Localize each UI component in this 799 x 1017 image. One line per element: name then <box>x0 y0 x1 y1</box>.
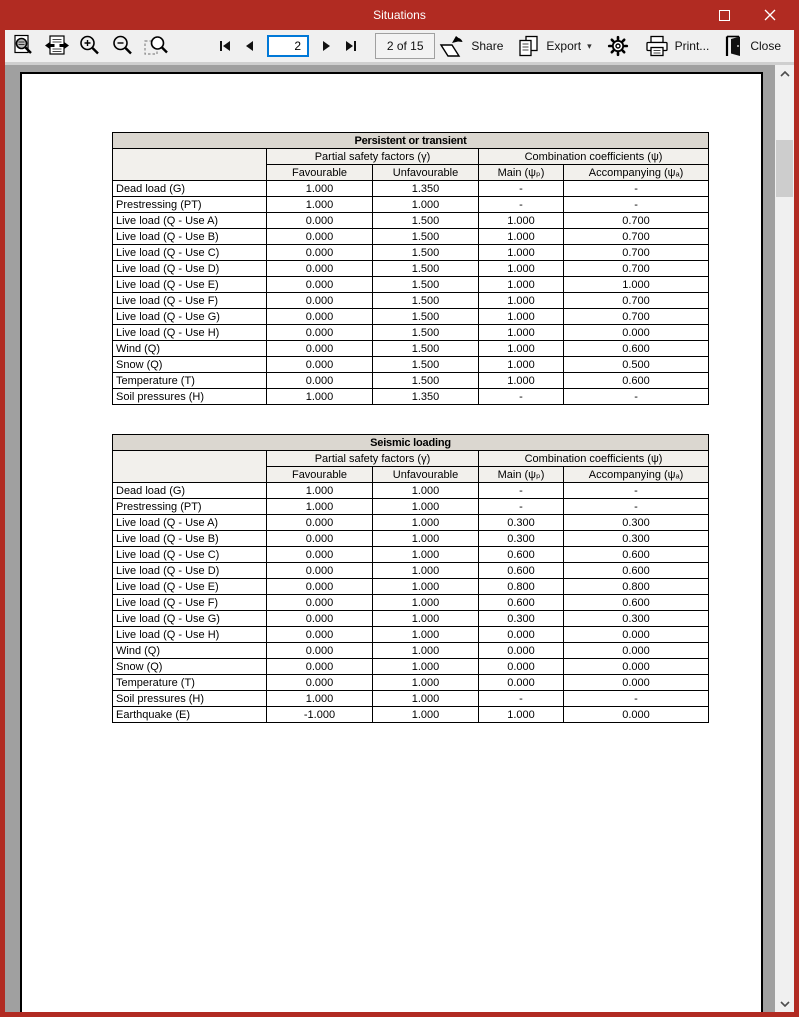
cell-value: 1.500 <box>373 373 479 389</box>
table-row <box>113 643 709 659</box>
row-label: Soil pressures (H) <box>113 389 267 405</box>
page-magnifier-icon <box>12 34 36 58</box>
door-icon <box>723 34 745 58</box>
cell-value: 0.000 <box>267 213 373 229</box>
zoom-in-button[interactable] <box>77 33 103 59</box>
column-header: Accompanying (ψₐ) <box>564 467 709 483</box>
table-row <box>113 309 709 325</box>
row-label: Wind (Q) <box>113 341 267 357</box>
cell-value: 0.300 <box>479 531 564 547</box>
group-header: Combination coefficients (ψ) <box>479 451 709 467</box>
cell-value: 1.000 <box>479 341 564 357</box>
cell-value: - <box>479 483 564 499</box>
cell-value: - <box>564 483 709 499</box>
table-row <box>113 277 709 293</box>
cell-value: 1.500 <box>373 261 479 277</box>
table-row <box>113 675 709 691</box>
cell-value: 1.500 <box>373 325 479 341</box>
cell-value: - <box>564 181 709 197</box>
cell-value: 1.000 <box>373 675 479 691</box>
cell-value: 0.000 <box>479 627 564 643</box>
cell-value: 0.000 <box>267 611 373 627</box>
table-row <box>113 229 709 245</box>
window-title: Situations <box>373 8 426 22</box>
row-label: Wind (Q) <box>113 643 267 659</box>
cell-value: 0.000 <box>267 245 373 261</box>
next-page-button[interactable] <box>318 38 334 54</box>
table-row <box>113 515 709 531</box>
cell-value: 1.000 <box>479 229 564 245</box>
cell-value: 1.000 <box>479 325 564 341</box>
last-page-icon <box>344 40 358 52</box>
title-bar <box>0 0 799 30</box>
table-title: Persistent or transient <box>113 133 709 149</box>
cell-value: 1.000 <box>267 389 373 405</box>
cell-value: 0.000 <box>564 627 709 643</box>
row-label: Live load (Q - Use D) <box>113 563 267 579</box>
cell-value: 1.000 <box>479 373 564 389</box>
cell-value: 0.000 <box>267 373 373 389</box>
first-page-button[interactable] <box>217 38 233 54</box>
cell-value: 1.500 <box>373 245 479 261</box>
zoom-out-icon <box>111 34 135 58</box>
cell-value: - <box>479 181 564 197</box>
cell-value: 0.000 <box>564 675 709 691</box>
table-row <box>113 389 709 405</box>
cell-value: 0.000 <box>267 277 373 293</box>
column-header: Unfavourable <box>373 467 479 483</box>
cell-value: 0.000 <box>267 229 373 245</box>
column-header: Main (ψₚ) <box>479 467 564 483</box>
print-label: Print... <box>674 39 710 53</box>
zoom-in-icon <box>78 34 102 58</box>
row-label: Live load (Q - Use B) <box>113 229 267 245</box>
cell-value: 0.000 <box>267 515 373 531</box>
cell-value: 1.000 <box>479 309 564 325</box>
row-label: Temperature (T) <box>113 373 267 389</box>
first-page-icon <box>218 40 232 52</box>
cell-value: - <box>479 197 564 213</box>
share-button[interactable] <box>435 32 506 60</box>
cell-value: 1.500 <box>373 213 479 229</box>
window-controls <box>701 0 793 30</box>
vertical-scrollbar[interactable] <box>775 65 794 1012</box>
chevron-down-icon <box>780 1001 790 1007</box>
cell-value: 0.300 <box>564 515 709 531</box>
row-label: Live load (Q - Use A) <box>113 213 267 229</box>
cell-value: 1.000 <box>373 659 479 675</box>
previous-page-button[interactable] <box>242 38 258 54</box>
table-row <box>113 627 709 643</box>
row-label: Live load (Q - Use H) <box>113 325 267 341</box>
table-row <box>113 483 709 499</box>
cell-value: 0.600 <box>564 373 709 389</box>
cell-value: 1.000 <box>373 707 479 723</box>
cell-value: 0.700 <box>564 261 709 277</box>
cell-value: 0.800 <box>564 579 709 595</box>
cell-value: 0.600 <box>564 563 709 579</box>
table-row <box>113 595 709 611</box>
table-row <box>113 547 709 563</box>
export-label: Export <box>546 39 582 53</box>
close-icon <box>764 9 776 21</box>
document-page <box>20 72 763 1012</box>
scroll-down-button[interactable] <box>775 995 794 1012</box>
row-label: Live load (Q - Use H) <box>113 627 267 643</box>
cell-value: 1.000 <box>479 245 564 261</box>
column-header: Accompanying (ψₐ) <box>564 165 709 181</box>
table-title-row <box>113 133 709 149</box>
cell-value: 0.600 <box>479 563 564 579</box>
cell-value: 1.000 <box>267 691 373 707</box>
cell-value: 1.500 <box>373 309 479 325</box>
cell-value: 0.300 <box>479 611 564 627</box>
cell-value: 1.500 <box>373 341 479 357</box>
row-label: Live load (Q - Use C) <box>113 547 267 563</box>
cell-value: - <box>564 389 709 405</box>
column-header: Favourable <box>267 467 373 483</box>
chevron-up-icon <box>780 71 790 77</box>
table-row <box>113 325 709 341</box>
cell-value: 0.600 <box>479 547 564 563</box>
table-row <box>113 213 709 229</box>
table-row <box>113 357 709 373</box>
table-row <box>113 197 709 213</box>
cell-value: 1.000 <box>373 611 479 627</box>
cell-value: 0.000 <box>267 357 373 373</box>
corner-cell <box>113 149 267 181</box>
cell-value: 0.000 <box>479 643 564 659</box>
group-header: Combination coefficients (ψ) <box>479 149 709 165</box>
column-header: Unfavourable <box>373 165 479 181</box>
cell-value: 0.600 <box>564 595 709 611</box>
seismic-loading-table <box>112 434 709 723</box>
cell-value: 1.350 <box>373 389 479 405</box>
zoom-region-button[interactable] <box>143 33 169 59</box>
table-row <box>113 341 709 357</box>
cell-value: 1.350 <box>373 181 479 197</box>
table-row <box>113 707 709 723</box>
scrollbar-thumb[interactable] <box>776 140 793 197</box>
table-row <box>113 659 709 675</box>
row-label: Earthquake (E) <box>113 707 267 723</box>
cell-value: 0.000 <box>267 309 373 325</box>
scroll-up-button[interactable] <box>775 65 794 82</box>
cell-value: 0.700 <box>564 229 709 245</box>
page-indicator-label: 2 of 15 <box>386 39 424 53</box>
cell-value: 1.000 <box>373 595 479 611</box>
page-indicator <box>375 33 435 59</box>
row-label: Live load (Q - Use B) <box>113 531 267 547</box>
row-label: Snow (Q) <box>113 357 267 373</box>
cell-value: 1.000 <box>564 277 709 293</box>
table-row <box>113 293 709 309</box>
zoom-whole-page-button[interactable] <box>11 33 37 59</box>
cell-value: 0.700 <box>564 213 709 229</box>
cell-value: 0.000 <box>267 659 373 675</box>
cell-value: 0.000 <box>267 627 373 643</box>
table-row <box>113 373 709 389</box>
row-label: Live load (Q - Use C) <box>113 245 267 261</box>
close-window-button[interactable] <box>747 0 793 30</box>
print-preview-area <box>5 65 794 1012</box>
gear-icon <box>606 34 630 58</box>
row-label: Dead load (G) <box>113 483 267 499</box>
cell-value: 1.000 <box>373 531 479 547</box>
cell-value: - <box>564 499 709 515</box>
settings-button[interactable] <box>603 32 633 60</box>
persistent-or-transient-table <box>112 132 709 405</box>
export-icon <box>517 34 541 58</box>
corner-cell <box>113 451 267 483</box>
row-label: Live load (Q - Use A) <box>113 515 267 531</box>
cell-value: 1.000 <box>479 707 564 723</box>
cell-value: 1.000 <box>373 499 479 515</box>
cell-value: 1.000 <box>479 293 564 309</box>
cell-value: 1.000 <box>479 277 564 293</box>
cell-value: 0.000 <box>267 293 373 309</box>
cell-value: 0.700 <box>564 245 709 261</box>
cell-value: - <box>564 197 709 213</box>
cell-value: 1.500 <box>373 293 479 309</box>
zoom-tools <box>11 33 169 59</box>
row-label: Dead load (G) <box>113 181 267 197</box>
cell-value: 1.000 <box>373 691 479 707</box>
cell-value: 0.000 <box>564 707 709 723</box>
cell-value: 0.000 <box>564 325 709 341</box>
cell-value: 1.000 <box>373 197 479 213</box>
row-label: Live load (Q - Use F) <box>113 595 267 611</box>
cell-value: - <box>479 499 564 515</box>
cell-value: 0.000 <box>267 341 373 357</box>
cell-value: 1.000 <box>373 483 479 499</box>
cell-value: 1.000 <box>479 213 564 229</box>
table-row <box>113 181 709 197</box>
table-row <box>113 611 709 627</box>
cell-value: 1.000 <box>373 643 479 659</box>
cell-value: 1.000 <box>373 563 479 579</box>
cell-value: 0.000 <box>267 531 373 547</box>
cell-value: 1.000 <box>373 547 479 563</box>
export-dropdown-icon: ▾ <box>587 40 592 51</box>
group-header: Partial safety factors (γ) <box>267 451 479 467</box>
cell-value: 0.000 <box>267 325 373 341</box>
share-icon <box>438 34 466 58</box>
cell-value: 0.000 <box>564 643 709 659</box>
fit-page-width-button[interactable] <box>44 33 70 59</box>
cell-value: 1.000 <box>373 579 479 595</box>
printer-icon <box>644 34 670 58</box>
row-label: Prestressing (PT) <box>113 499 267 515</box>
cell-value: 0.700 <box>564 293 709 309</box>
row-label: Live load (Q - Use G) <box>113 309 267 325</box>
row-label: Live load (Q - Use E) <box>113 579 267 595</box>
maximize-button[interactable] <box>701 0 747 30</box>
cell-value: - <box>479 691 564 707</box>
page-navigation <box>217 35 359 57</box>
table-row <box>113 691 709 707</box>
zoom-out-button[interactable] <box>110 33 136 59</box>
cell-value: 0.600 <box>564 547 709 563</box>
row-label: Live load (Q - Use G) <box>113 611 267 627</box>
cell-value: 0.000 <box>267 675 373 691</box>
cell-value: - <box>479 389 564 405</box>
cell-value: 1.000 <box>373 515 479 531</box>
page-number-input[interactable] <box>267 35 309 57</box>
row-label: Temperature (T) <box>113 675 267 691</box>
cell-value: 0.000 <box>267 643 373 659</box>
group-header: Partial safety factors (γ) <box>267 149 479 165</box>
cell-value: 1.000 <box>479 357 564 373</box>
table-row <box>113 261 709 277</box>
last-page-button[interactable] <box>343 38 359 54</box>
export-button[interactable] <box>514 32 594 60</box>
toolbar <box>5 30 794 62</box>
cell-value: 0.000 <box>267 547 373 563</box>
row-label: Soil pressures (H) <box>113 691 267 707</box>
cell-value: 0.000 <box>479 675 564 691</box>
cell-value: 1.000 <box>267 483 373 499</box>
cell-value: 0.700 <box>564 309 709 325</box>
cell-value: 0.300 <box>479 515 564 531</box>
print-button[interactable] <box>641 32 713 60</box>
row-label: Prestressing (PT) <box>113 197 267 213</box>
row-label: Live load (Q - Use F) <box>113 293 267 309</box>
table-title: Seismic loading <box>113 435 709 451</box>
row-label: Live load (Q - Use E) <box>113 277 267 293</box>
cell-value: 1.500 <box>373 229 479 245</box>
cell-value: 0.300 <box>564 611 709 627</box>
previous-page-icon <box>244 40 256 52</box>
table-row <box>113 245 709 261</box>
toolbar-actions <box>435 32 794 60</box>
cell-value: 1.000 <box>267 197 373 213</box>
cell-value: 0.000 <box>564 659 709 675</box>
close-label: Close <box>750 39 781 53</box>
row-label: Live load (Q - Use D) <box>113 261 267 277</box>
maximize-icon <box>719 10 730 21</box>
share-label: Share <box>471 39 504 53</box>
close-preview-button[interactable] <box>720 32 784 60</box>
table-row <box>113 563 709 579</box>
cell-value: 0.000 <box>267 595 373 611</box>
cell-value: 1.000 <box>267 181 373 197</box>
cell-value: 1.500 <box>373 277 479 293</box>
table-title-row <box>113 435 709 451</box>
cell-value: 0.000 <box>267 261 373 277</box>
table-row <box>113 531 709 547</box>
cell-value: 1.000 <box>267 499 373 515</box>
cell-value: 1.500 <box>373 357 479 373</box>
cell-value: 0.000 <box>267 579 373 595</box>
cell-value: 1.000 <box>479 261 564 277</box>
cell-value: 0.000 <box>267 563 373 579</box>
cell-value: 0.600 <box>479 595 564 611</box>
column-header: Main (ψₚ) <box>479 165 564 181</box>
cell-value: 0.500 <box>564 357 709 373</box>
marquee-zoom-icon <box>143 34 169 58</box>
cell-value: 0.000 <box>479 659 564 675</box>
group-header-row <box>113 149 709 165</box>
page-width-arrows-icon <box>44 34 70 58</box>
page-content <box>112 132 709 723</box>
cell-value: -1.000 <box>267 707 373 723</box>
group-header-row <box>113 451 709 467</box>
cell-value: - <box>564 691 709 707</box>
row-label: Snow (Q) <box>113 659 267 675</box>
cell-value: 0.800 <box>479 579 564 595</box>
table-row <box>113 499 709 515</box>
cell-value: 1.000 <box>373 627 479 643</box>
table-row <box>113 579 709 595</box>
cell-value: 0.300 <box>564 531 709 547</box>
next-page-icon <box>320 40 332 52</box>
cell-value: 0.600 <box>564 341 709 357</box>
column-header: Favourable <box>267 165 373 181</box>
